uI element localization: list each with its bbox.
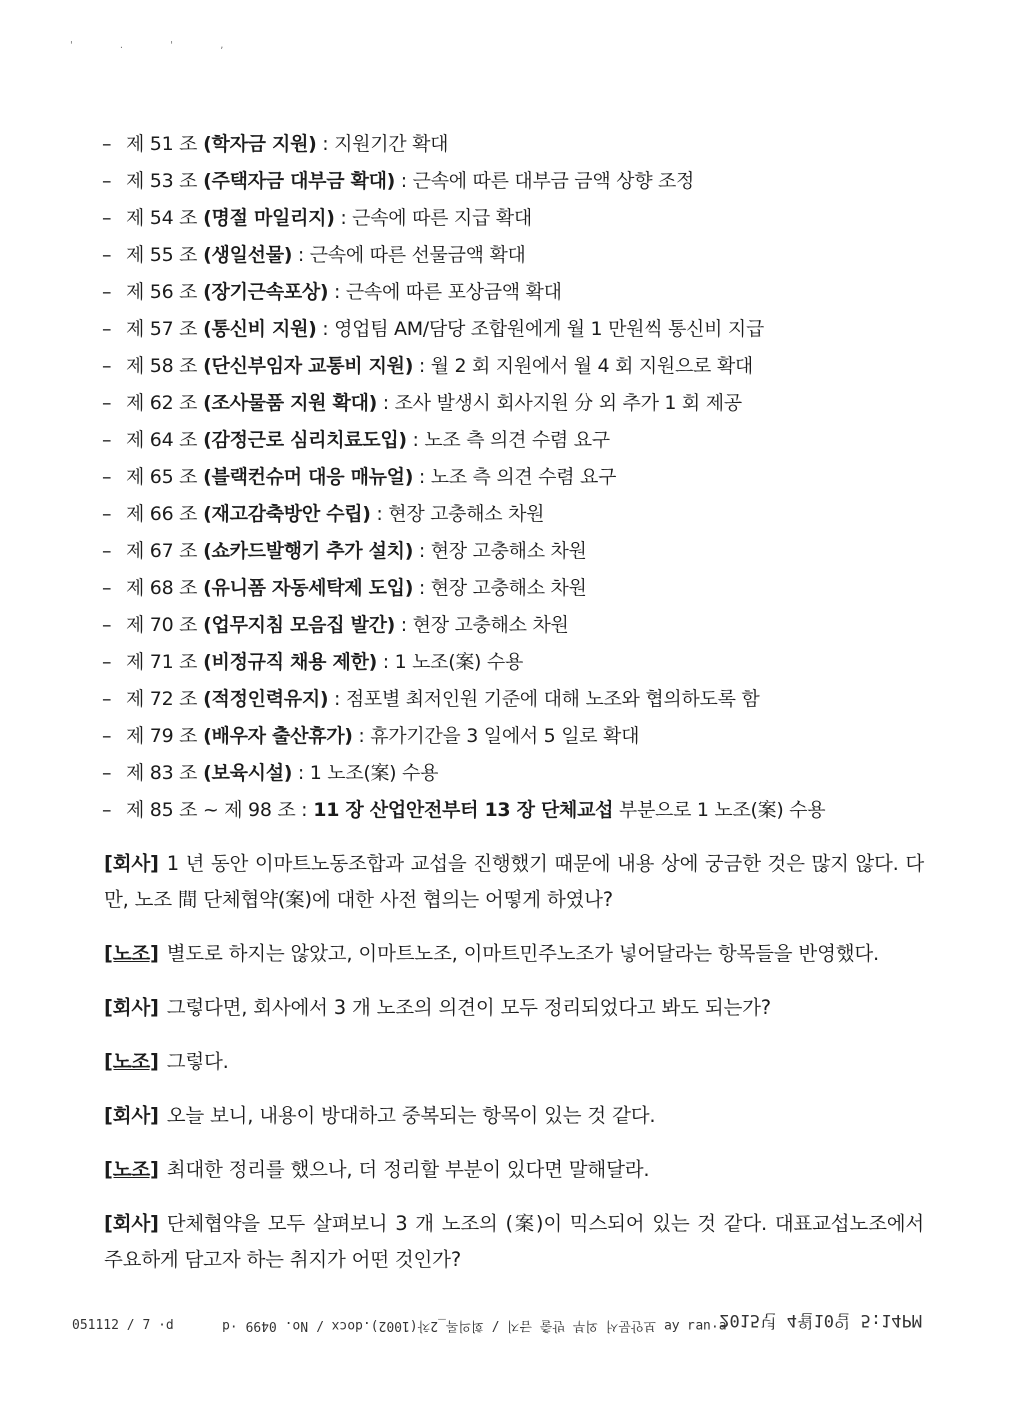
dialogue-text: 최대한 정리를 했으나, 더 정리할 부분이 있다면 말해달라.	[166, 1158, 650, 1181]
dialogue-turn	[104, 846, 924, 918]
article-description: : 지원기간 확대	[316, 133, 449, 155]
article-number: 제 57 조	[126, 318, 198, 340]
article-item	[102, 200, 962, 237]
dash-bullet: –	[102, 392, 112, 414]
article-number: 제 72 조	[126, 688, 198, 710]
dash-bullet: –	[102, 429, 112, 451]
article-number: 제 54 조	[126, 207, 198, 229]
dash-bullet: –	[102, 688, 112, 710]
dialogue-text: 단체협약을 모두 살펴보니 3 개 노조의 (案)이 믹스되어 있는 것 같다. 대표교섭노조에서 주요하게 담고자 하는 취지가 어떤 것인가?	[104, 1212, 924, 1271]
article-number: 제 62 조	[126, 392, 198, 414]
article-title: (재고감축방안 수립)	[203, 503, 371, 525]
article-title: (생일선물)	[203, 244, 293, 266]
article-title: (유니폼 자동세탁제 도입)	[203, 577, 414, 599]
article-item	[102, 755, 962, 792]
article-title: 11 장 산업안전부터 13 장 단체교섭	[313, 799, 614, 821]
speaker-label: [노조]	[104, 1158, 159, 1181]
dialogue-turn	[104, 936, 924, 972]
article-title: (단신부임자 교통비 지원)	[203, 355, 414, 377]
dialogue-turn	[104, 990, 924, 1026]
article-description: : 조사 발생시 회사지원 分 외 추가 1 회 제공	[377, 392, 742, 414]
dialogue-text: 그렇다.	[166, 1050, 229, 1073]
article-description: : 영업팀 AM/담당 조합원에게 월 1 만원씩 통신비 지급	[316, 318, 764, 340]
article-number: 제 58 조	[126, 355, 198, 377]
article-number: 제 51 조	[126, 133, 198, 155]
article-title: (장기근속포상)	[203, 281, 329, 303]
article-number: 제 56 조	[126, 281, 198, 303]
dash-bullet: –	[102, 466, 112, 488]
article-item	[102, 496, 962, 533]
article-description: : 현장 고충해소 차원	[370, 503, 545, 525]
article-item	[102, 385, 962, 422]
scan-specks: ' . ' ,	[70, 40, 246, 51]
article-item	[102, 792, 962, 829]
article-list	[102, 126, 962, 829]
article-title: (적정인력유지)	[203, 688, 329, 710]
dash-bullet: –	[102, 762, 112, 784]
dialogue-turn	[104, 1044, 924, 1080]
dash-bullet: –	[102, 799, 112, 821]
article-description: : 현장 고충해소 차원	[413, 577, 587, 599]
article-title: (학자금 지원)	[203, 133, 317, 155]
article-number: 제 64 조	[126, 429, 198, 451]
article-item	[102, 570, 962, 607]
article-title: (비정규직 채용 제한)	[203, 651, 378, 673]
article-description: : 근속에 따른 지급 확대	[334, 207, 532, 229]
article-title: (배우자 출산휴가)	[203, 725, 353, 747]
article-title: (통신비 지원)	[203, 318, 317, 340]
dash-bullet: –	[102, 614, 112, 636]
article-description: : 1 노조(案) 수용	[292, 762, 439, 784]
article-number: 제 85 조 ~ 제 98 조 :	[126, 799, 308, 821]
dialogue-turn	[104, 1152, 924, 1188]
dash-bullet: –	[102, 170, 112, 192]
article-description: : 휴가기간을 3 일에서 5 일로 확대	[352, 725, 640, 747]
dash-bullet: –	[102, 207, 112, 229]
article-description: : 점포별 최저인원 기준에 대해 노조와 협의하도록 함	[328, 688, 760, 710]
article-title: (쇼카드발행기 추가 설치)	[203, 540, 414, 562]
article-item	[102, 348, 962, 385]
speaker-label: [회사]	[104, 1104, 159, 1127]
article-title: (블랙컨슈머 대응 매뉴얼)	[203, 466, 414, 488]
article-number: 제 71 조	[126, 651, 198, 673]
article-description: : 근속에 따른 대부금 금액 상향 조정	[395, 170, 695, 192]
article-item	[102, 126, 962, 163]
article-item	[102, 274, 962, 311]
article-title: (주택자금 대부금 확대)	[203, 170, 396, 192]
speaker-label: [회사]	[104, 996, 159, 1019]
footer-file-info: ɐ·uɐɹ ʎɐ 보안문서 외부 반출 금지 / 회의록_2차(1002).docx / No. 0499 ·d	[222, 1318, 727, 1333]
article-number: 제 83 조	[126, 762, 198, 784]
speaker-label: [회사]	[104, 852, 159, 875]
article-number: 제 79 조	[126, 725, 198, 747]
dialogue-text: 별도로 하지는 않았고, 이마트노조, 이마트민주노조가 넣어달라는 항목들을 반영했다.	[166, 942, 879, 965]
article-item	[102, 533, 962, 570]
footer-page-code: 051112 / 7 ·d	[72, 1318, 174, 1333]
dash-bullet: –	[102, 355, 112, 377]
article-title: (업무지침 모음집 발간)	[203, 614, 396, 636]
article-number: 제 68 조	[126, 577, 198, 599]
article-item	[102, 422, 962, 459]
dash-bullet: –	[102, 577, 112, 599]
dialogue-text: 그렇다면, 회사에서 3 개 노조의 의견이 모두 정리되었다고 봐도 되는가?	[166, 996, 771, 1019]
dash-bullet: –	[102, 133, 112, 155]
speaker-label: [노조]	[104, 942, 159, 965]
article-item	[102, 681, 962, 718]
dialogue-turn	[104, 1206, 924, 1278]
article-number: 제 66 조	[126, 503, 198, 525]
article-description: : 1 노조(案) 수용	[377, 651, 524, 673]
article-item	[102, 718, 962, 755]
article-item	[102, 459, 962, 496]
article-number: 제 55 조	[126, 244, 198, 266]
article-item	[102, 311, 962, 348]
dash-bullet: –	[102, 244, 112, 266]
dialogue-text: 1 년 동안 이마트노동조합과 교섭을 진행했기 때문에 내용 상에 궁금한 것은 많지 않다. 다만, 노조 間 단체협약(案)에 대한 사전 협의는 어떻게 하였나?	[104, 852, 924, 911]
dialogue-text: 오늘 보니, 내용이 방대하고 중복되는 항목이 있는 것 같다.	[166, 1104, 656, 1127]
article-title: (보육시설)	[203, 762, 293, 784]
article-description: : 노조 측 의견 수렴 요구	[413, 466, 617, 488]
dash-bullet: –	[102, 725, 112, 747]
article-description: : 현장 고충해소 차원	[395, 614, 569, 636]
article-title: (조사물품 지원 확대)	[203, 392, 378, 414]
article-title: (명절 마일리지)	[203, 207, 335, 229]
article-description: 부분으로 1 노조(案) 수용	[613, 799, 826, 821]
article-number: 제 53 조	[126, 170, 198, 192]
footer-timestamp: 2015년 4월10일 5:14PM	[719, 1310, 922, 1330]
dash-bullet: –	[102, 318, 112, 340]
article-item	[102, 607, 962, 644]
dash-bullet: –	[102, 540, 112, 562]
article-description: : 근속에 따른 선물금액 확대	[292, 244, 526, 266]
article-number: 제 65 조	[126, 466, 198, 488]
article-number: 제 67 조	[126, 540, 198, 562]
dialogue-turn	[104, 1098, 924, 1134]
speaker-label: [노조]	[104, 1050, 159, 1073]
article-description: : 현장 고충해소 차원	[413, 540, 587, 562]
meeting-dialogue	[104, 846, 924, 1296]
article-description: : 노조 측 의견 수렴 요구	[406, 429, 610, 451]
dash-bullet: –	[102, 281, 112, 303]
article-number: 제 70 조	[126, 614, 198, 636]
dash-bullet: –	[102, 651, 112, 673]
article-item	[102, 644, 962, 681]
article-item	[102, 237, 962, 274]
article-description: : 근속에 따른 포상금액 확대	[328, 281, 562, 303]
speaker-label: [회사]	[104, 1212, 159, 1235]
article-description: : 월 2 회 지원에서 월 4 회 지원으로 확대	[413, 355, 753, 377]
article-item	[102, 163, 962, 200]
article-title: (감정근로 심리치료도입)	[203, 429, 407, 451]
dash-bullet: –	[102, 503, 112, 525]
